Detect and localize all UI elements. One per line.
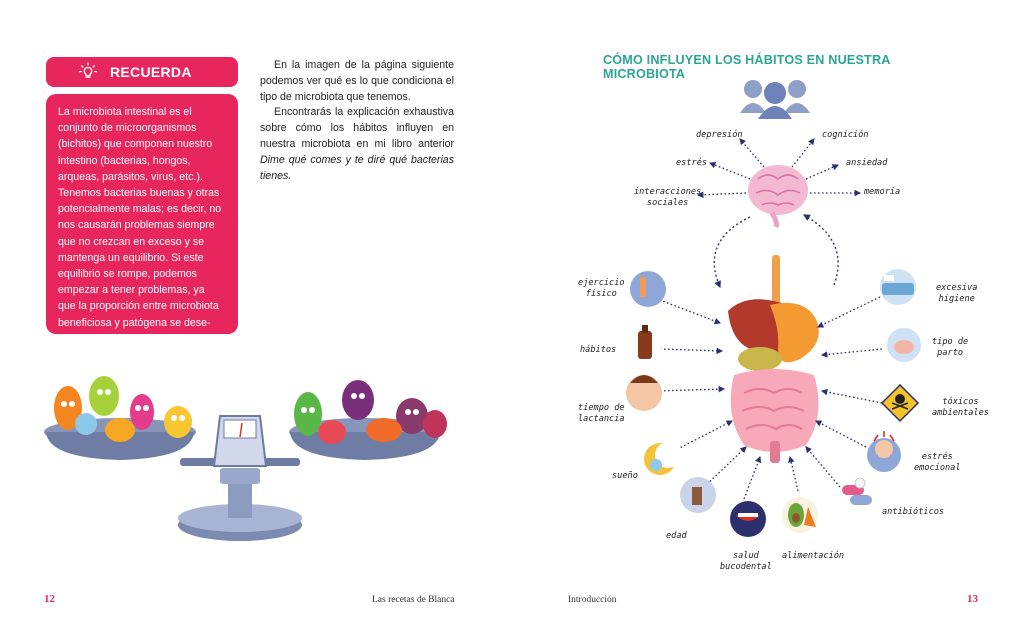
label-edad: edad [666,531,687,541]
page-number-right: 13 [967,593,978,605]
label-excesiva-higiene [936,283,977,305]
label-estres: estrés [676,158,708,168]
label-line: higiene [938,294,975,304]
running-head-right: Introducción [568,595,617,605]
label-line: ejercicio [578,278,625,288]
label-line: excesiva [936,283,978,293]
label-estres-emocional [914,452,961,474]
running-head-left: Las recetas de Blanca [372,595,455,605]
label-cognicion: cognición [822,130,869,140]
recuerda-line: conjunto de microorganismos [58,122,197,135]
intro-paragraph-2 [260,105,454,184]
label-antibioticos: antibióticos [882,507,945,517]
label-alimentacion: alimentación [782,551,845,561]
recuerda-line: nos causarán problemas siempre [58,219,215,232]
recuerda-line: beneficiosa y patógena se dese- [58,316,211,329]
label-line: tipo de [932,337,969,347]
label-line: estrés [921,452,953,462]
label-line: salud [732,551,759,561]
label-ansiedad: ansiedad [846,158,888,168]
bacteria-scale-illustration [40,360,460,560]
recuerda-line: intestino (bacterias, hongos, [58,154,191,167]
label-line: ambientales [932,408,989,418]
digestive-system-icon [728,255,819,463]
recuerda-line: quilibrará y esta última crecerá. [58,332,206,345]
recuerda-line: equilibrio se rompe, podemos [58,268,197,281]
brain-icon [748,165,808,227]
lightbulb-icon [78,62,98,82]
label-habitos: hábitos [580,345,617,355]
recuerda-line: Tenemos bacterias buenas y otras [58,187,220,200]
intro-paragraph-1: En la imagen de la página siguiente podemos ver qué es lo que condiciona el tipo de microbiota que tenemos. [260,59,454,103]
label-tiempo-lactancia [578,403,625,425]
microbiota-habits-diagram [560,75,1000,585]
recuerda-header [46,57,238,87]
toxic-icon [882,385,918,421]
recuerda-line: mantenga un equilibrio. Si este [58,251,204,264]
label-memoria: memoria [864,187,901,197]
recuerda-line: potencialmente malas; es decir, no [58,203,222,216]
book-title: Dime qué comes y te diré qué bacterias tienes. [260,153,454,182]
pills-icon [842,478,872,505]
page-number-left: 12 [44,593,55,605]
label-line: parto [937,348,964,358]
intro-text [260,58,454,184]
recuerda-line: (bichitos) que componen nuestro [58,138,213,151]
label-line: lactancia [578,414,625,424]
label-line: tiempo de [578,403,625,413]
recuerda-line: empezar a tener problemas, ya [58,284,205,297]
exercise-icon [630,271,666,307]
label-line: físico [585,289,617,299]
recuerda-title: RECUERDA [110,64,192,80]
diagram-title: CÓMO INFLUYEN LOS HÁBITOS EN NUESTRA MICROBIOTA [603,53,891,81]
label-ejercicio-fisico [578,278,625,300]
label-tipo-parto [932,337,968,359]
scale-dial [214,416,266,466]
people-icon [740,80,810,119]
intro-paragraph-2-text: Encontrarás la explicación exhaustiva sobre cómo los hábitos influyen en nuestra microbiota en mi libro anterior [260,106,454,150]
label-line: sociales [646,198,689,208]
recuerda-text-box [46,94,238,345]
recuerda-line: arqueas, parásitos, virus, etc.). [58,170,203,183]
label-depresion: depresión [696,130,743,140]
label-line: interacciones [634,187,702,197]
label-salud-bucodental [720,551,772,573]
recuerda-line: La microbiota intestinal es el [58,106,192,118]
label-toxicos-ambientales [932,397,989,419]
label-line: bucodental [720,562,772,572]
recuerda-line: que no crezcan en exceso y se [58,235,205,248]
label-sueno: sueño [612,471,638,481]
label-line: tóxicos [942,397,979,407]
label-interacciones-sociales [634,187,701,209]
recuerda-line: que la proporción entre microbiota [58,300,219,313]
label-line: emocional [914,463,961,473]
